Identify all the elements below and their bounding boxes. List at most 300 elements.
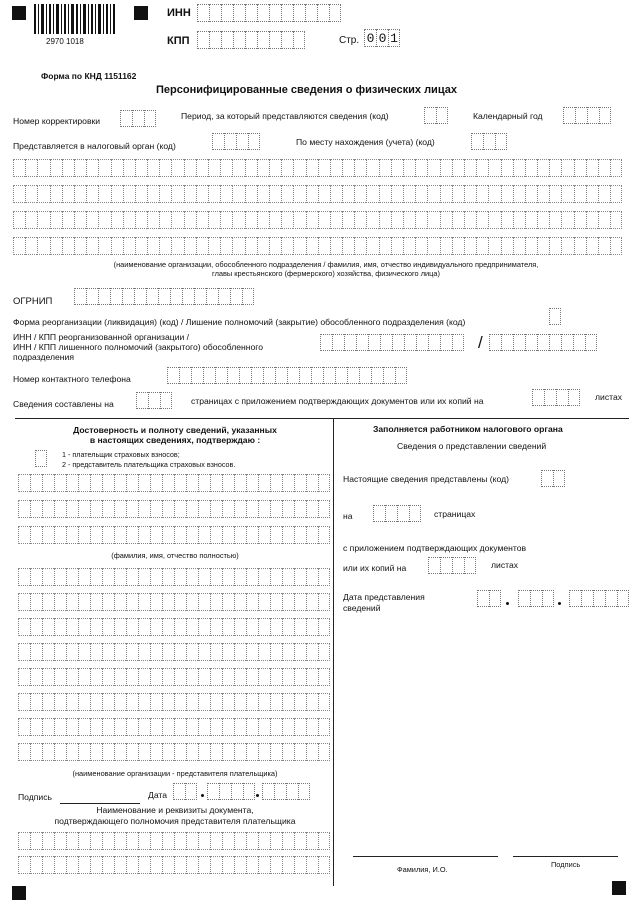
- field-cell: [274, 783, 286, 800]
- grid-cell: [102, 474, 114, 492]
- reorg-inn-field[interactable]: [320, 334, 464, 351]
- date-dot: [201, 794, 204, 797]
- field-cell: [191, 367, 203, 384]
- grid-cell: [18, 643, 30, 661]
- grid-cell: [476, 159, 488, 177]
- grid-cell: [171, 211, 183, 229]
- grid-cell: [513, 237, 525, 255]
- grid-cell: [126, 643, 138, 661]
- grid-cell: [126, 526, 138, 544]
- grid-cell: [174, 832, 186, 850]
- grid-row[interactable]: [13, 159, 622, 177]
- grid-cell: [306, 568, 318, 586]
- grid-cell: [246, 668, 258, 686]
- field-cell: [286, 783, 298, 800]
- grid-cell: [222, 526, 234, 544]
- field-cell: [144, 110, 156, 127]
- grid-row[interactable]: [18, 593, 330, 611]
- corner-marker-bottom-right: [612, 881, 626, 895]
- grid-cell: [30, 643, 42, 661]
- grid-cell: [102, 743, 114, 761]
- grid-cell: [25, 185, 37, 203]
- grid-cell: [281, 211, 293, 229]
- grid-cell: [66, 593, 78, 611]
- grid-cell: [257, 237, 269, 255]
- grid-cell: [342, 237, 354, 255]
- grid-row[interactable]: [18, 718, 330, 736]
- field-cell: [530, 590, 542, 607]
- field-cell: [428, 334, 440, 351]
- field-cell: [207, 783, 219, 800]
- received-pages-field[interactable]: [373, 505, 421, 522]
- grid-cell: [126, 743, 138, 761]
- grid-cell: [293, 211, 305, 229]
- received-date-year[interactable]: [569, 590, 629, 607]
- grid-cell: [210, 618, 222, 636]
- grid-cell: [162, 718, 174, 736]
- grid-cell: [114, 718, 126, 736]
- grid-cell: [245, 185, 257, 203]
- sign-date-month[interactable]: [207, 783, 255, 800]
- grid-row[interactable]: [18, 618, 330, 636]
- grid-cell: [126, 593, 138, 611]
- grid-cell: [98, 237, 110, 255]
- grid-row[interactable]: [18, 832, 330, 850]
- field-cell: [525, 334, 537, 351]
- grid-cell: [258, 500, 270, 518]
- grid-cell: [282, 500, 294, 518]
- kpp-field[interactable]: [197, 31, 305, 49]
- grid-cell: [330, 159, 342, 177]
- grid-cell: [198, 500, 210, 518]
- grid-cell: [208, 159, 220, 177]
- grid-cell: [174, 500, 186, 518]
- grid-cell: [270, 618, 282, 636]
- grid-cell: [220, 185, 232, 203]
- officer-signature-caption: Подпись: [551, 860, 581, 869]
- grid-cell: [162, 526, 174, 544]
- grid-cell: [50, 185, 62, 203]
- grid-cell: [574, 185, 586, 203]
- signature-line[interactable]: [60, 803, 140, 804]
- barcode-number: 2970 1018: [46, 37, 84, 46]
- field-cell: [158, 288, 170, 305]
- grid-cell: [102, 526, 114, 544]
- grid-cell: [488, 211, 500, 229]
- field-cell: [167, 367, 179, 384]
- grid-cell: [90, 618, 102, 636]
- grid-cell: [537, 159, 549, 177]
- grid-cell: [403, 159, 415, 177]
- grid-cell: [102, 718, 114, 736]
- grid-cell: [42, 718, 54, 736]
- grid-cell: [366, 237, 378, 255]
- year-field[interactable]: [563, 107, 611, 124]
- grid-cell: [78, 500, 90, 518]
- grid-cell: [391, 185, 403, 203]
- field-cell: [269, 31, 281, 49]
- grid-cell: [196, 185, 208, 203]
- grid-cell: [42, 693, 54, 711]
- grid-cell: [138, 856, 150, 874]
- grid-cell: [138, 693, 150, 711]
- grid-cell: [102, 618, 114, 636]
- grid-cell: [198, 568, 210, 586]
- grid-cell: [476, 211, 488, 229]
- grid-cell: [537, 211, 549, 229]
- grid-cell: [162, 474, 174, 492]
- field-cell: [299, 367, 311, 384]
- grid-cell: [18, 526, 30, 544]
- grid-cell: [440, 211, 452, 229]
- grid-cell: [246, 743, 258, 761]
- grid-cell: [78, 693, 90, 711]
- grid-cell: [222, 474, 234, 492]
- grid-cell: [66, 856, 78, 874]
- grid-cell: [208, 211, 220, 229]
- grid-cell: [25, 159, 37, 177]
- field-cell: [224, 133, 236, 150]
- grid-cell: [270, 474, 282, 492]
- field-cell: [248, 133, 260, 150]
- grid-cell: [270, 568, 282, 586]
- grid-cell: [282, 618, 294, 636]
- phone-label: Номер контактного телефона: [13, 374, 131, 384]
- field-cell: [483, 133, 495, 150]
- grid-cell: [186, 474, 198, 492]
- officer-signature-line[interactable]: [513, 856, 618, 857]
- grid-cell: [501, 185, 513, 203]
- grid-row[interactable]: [18, 643, 330, 661]
- grid-cell: [30, 856, 42, 874]
- grid-cell: [198, 832, 210, 850]
- grid-cell: [257, 159, 269, 177]
- grid-cell: [18, 743, 30, 761]
- grid-cell: [220, 211, 232, 229]
- grid-cell: [86, 159, 98, 177]
- inn-kpp-reorg-label-3: подразделения: [13, 352, 74, 362]
- grid-cell: [294, 668, 306, 686]
- grid-row[interactable]: [18, 474, 330, 492]
- grid-cell: [294, 474, 306, 492]
- ogrnip-label: ОГРНИП: [13, 296, 53, 307]
- copies-label: или их копий на: [343, 563, 407, 573]
- grid-cell: [150, 856, 162, 874]
- grid-cell: [415, 185, 427, 203]
- grid-cell: [210, 693, 222, 711]
- officer-fio-line[interactable]: [353, 856, 498, 857]
- grid-cell: [610, 211, 622, 229]
- grid-row[interactable]: [18, 693, 330, 711]
- section-divider: [15, 418, 629, 419]
- reorg-code-field[interactable]: [549, 308, 561, 325]
- phone-field[interactable]: [167, 367, 407, 384]
- grid-cell: [150, 668, 162, 686]
- received-date-day[interactable]: [477, 590, 501, 607]
- grid-cell: [245, 237, 257, 255]
- grid-cell: [54, 743, 66, 761]
- grid-cell: [135, 211, 147, 229]
- grid-cell: [318, 211, 330, 229]
- grid-cell: [150, 500, 162, 518]
- grid-cell: [354, 159, 366, 177]
- grid-cell: [574, 159, 586, 177]
- grid-cell: [464, 159, 476, 177]
- grid-cell: [549, 211, 561, 229]
- grid-cell: [257, 185, 269, 203]
- ogrnip-field[interactable]: [74, 288, 254, 305]
- field-cell: [440, 557, 452, 574]
- grid-cell: [18, 668, 30, 686]
- grid-cell: [258, 618, 270, 636]
- grid-cell: [258, 856, 270, 874]
- grid-cell: [18, 500, 30, 518]
- field-cell: [347, 367, 359, 384]
- field-cell: [262, 783, 274, 800]
- grid-cell: [525, 237, 537, 255]
- grid-cell: [126, 618, 138, 636]
- date-dot: [256, 794, 259, 797]
- grid-cell: [54, 832, 66, 850]
- grid-cell: [318, 474, 330, 492]
- corner-marker-top-left: [12, 6, 26, 20]
- grid-cell: [281, 237, 293, 255]
- grid-cell: [174, 856, 186, 874]
- grid-cell: [586, 185, 598, 203]
- field-cell: [581, 590, 593, 607]
- page-number-field[interactable]: [364, 29, 400, 47]
- grid-cell: [126, 856, 138, 874]
- grid-cell: [561, 237, 573, 255]
- field-cell: [513, 334, 525, 351]
- grid-cell: [488, 159, 500, 177]
- grid-cell: [54, 474, 66, 492]
- grid-cell: [186, 593, 198, 611]
- grid-cell: [66, 832, 78, 850]
- field-cell: [371, 367, 383, 384]
- grid-row[interactable]: [13, 237, 622, 255]
- grid-cell: [318, 237, 330, 255]
- grid-cell: [210, 643, 222, 661]
- grid-cell: [306, 856, 318, 874]
- field-cell: [573, 334, 585, 351]
- received-date-month[interactable]: [518, 590, 554, 607]
- field-cell: [221, 4, 233, 22]
- tax-authority-field[interactable]: [212, 133, 260, 150]
- grid-cell: [184, 237, 196, 255]
- correction-field[interactable]: [120, 110, 156, 127]
- grid-cell: [258, 668, 270, 686]
- grid-cell: [246, 593, 258, 611]
- grid-cell: [222, 668, 234, 686]
- grid-cell: [138, 643, 150, 661]
- field-cell: [293, 31, 305, 49]
- grid-cell: [198, 743, 210, 761]
- period-field[interactable]: [424, 107, 448, 124]
- grid-cell: [42, 526, 54, 544]
- inn-label: ИНН: [167, 7, 191, 19]
- field-cell: [542, 590, 554, 607]
- sheets-count-field[interactable]: [532, 389, 580, 406]
- grid-cell: [452, 211, 464, 229]
- date-dot: [506, 602, 509, 605]
- doc-title-line-2: подтверждающего полномочия представителя плательщика: [54, 815, 296, 826]
- pages-count-field[interactable]: [136, 392, 172, 409]
- grid-cell: [162, 668, 174, 686]
- presented-code-field[interactable]: [541, 470, 565, 487]
- grid-cell: [90, 693, 102, 711]
- grid-cell: [114, 593, 126, 611]
- grid-row[interactable]: [18, 743, 330, 761]
- grid-cell: [54, 593, 66, 611]
- field-cell: [335, 367, 347, 384]
- grid-cell: [30, 718, 42, 736]
- grid-cell: [138, 474, 150, 492]
- grid-cell: [98, 159, 110, 177]
- sign-date-year[interactable]: [262, 783, 310, 800]
- grid-cell: [186, 718, 198, 736]
- grid-cell: [50, 159, 62, 177]
- grid-cell: [196, 211, 208, 229]
- grid-cell: [306, 500, 318, 518]
- grid-cell: [13, 237, 25, 255]
- grid-cell: [66, 718, 78, 736]
- received-sheets-field[interactable]: [428, 557, 476, 574]
- inn-kpp-reorg-label-2: ИНН / КПП лишенного полномочий (закрытого) обособленного: [13, 342, 263, 352]
- grid-cell: [54, 718, 66, 736]
- grid-cell: [452, 159, 464, 177]
- page-digit: 1: [388, 29, 400, 47]
- field-cell: [86, 288, 98, 305]
- grid-cell: [234, 500, 246, 518]
- field-cell: [227, 367, 239, 384]
- grid-row[interactable]: [18, 526, 330, 544]
- field-cell: [359, 367, 371, 384]
- field-cell: [501, 334, 513, 351]
- grid-cell: [210, 856, 222, 874]
- grid-cell: [30, 693, 42, 711]
- grid-cell: [18, 832, 30, 850]
- field-cell: [245, 31, 257, 49]
- date-dot: [558, 602, 561, 605]
- grid-cell: [174, 526, 186, 544]
- location-field[interactable]: [471, 133, 507, 150]
- grid-cell: [186, 668, 198, 686]
- grid-cell: [501, 159, 513, 177]
- grid-cell: [282, 593, 294, 611]
- grid-cell: [222, 743, 234, 761]
- grid-cell: [391, 237, 403, 255]
- grid-row[interactable]: [13, 211, 622, 229]
- grid-row[interactable]: [13, 185, 622, 203]
- page-label: Стр.: [339, 35, 360, 46]
- grid-cell: [30, 743, 42, 761]
- grid-cell: [174, 743, 186, 761]
- field-cell: [173, 783, 185, 800]
- field-cell: [320, 334, 332, 351]
- field-cell: [269, 4, 281, 22]
- barcode: [34, 4, 116, 36]
- grid-cell: [13, 185, 25, 203]
- field-cell: [563, 107, 575, 124]
- field-cell: [134, 288, 146, 305]
- grid-cell: [537, 185, 549, 203]
- field-cell: [532, 389, 544, 406]
- grid-cell: [574, 211, 586, 229]
- presented-label: Настоящие сведения представлены (код): [343, 474, 509, 484]
- grid-cell: [379, 185, 391, 203]
- grid-row[interactable]: [18, 856, 330, 874]
- grid-cell: [54, 856, 66, 874]
- period-label: Период, за который представляются сведения (код): [181, 111, 389, 121]
- grid-cell: [270, 832, 282, 850]
- grid-cell: [513, 159, 525, 177]
- grid-cell: [232, 211, 244, 229]
- grid-cell: [66, 500, 78, 518]
- grid-cell: [30, 500, 42, 518]
- grid-cell: [258, 593, 270, 611]
- field-cell: [206, 288, 218, 305]
- grid-cell: [258, 526, 270, 544]
- grid-cell: [138, 500, 150, 518]
- grid-cell: [54, 500, 66, 518]
- grid-cell: [403, 211, 415, 229]
- field-cell: [544, 389, 556, 406]
- grid-row[interactable]: [18, 500, 330, 518]
- grid-cell: [54, 618, 66, 636]
- grid-cell: [294, 693, 306, 711]
- field-cell: [416, 334, 428, 351]
- inn-field[interactable]: [197, 4, 341, 22]
- grid-cell: [306, 832, 318, 850]
- grid-cell: [427, 185, 439, 203]
- grid-cell: [126, 832, 138, 850]
- grid-cell: [234, 693, 246, 711]
- grid-cell: [126, 693, 138, 711]
- grid-cell: [561, 159, 573, 177]
- grid-cell: [270, 668, 282, 686]
- grid-row[interactable]: [18, 668, 330, 686]
- grid-row[interactable]: [18, 568, 330, 586]
- reorg-kpp-field[interactable]: [489, 334, 597, 351]
- grid-cell: [294, 718, 306, 736]
- grid-cell: [42, 643, 54, 661]
- grid-cell: [282, 643, 294, 661]
- field-cell: [243, 783, 255, 800]
- grid-cell: [282, 856, 294, 874]
- grid-cell: [114, 856, 126, 874]
- grid-cell: [342, 211, 354, 229]
- grid-cell: [123, 185, 135, 203]
- grid-cell: [102, 856, 114, 874]
- sign-date-day[interactable]: [173, 783, 197, 800]
- grid-cell: [186, 693, 198, 711]
- grid-cell: [159, 159, 171, 177]
- field-cell: [231, 783, 243, 800]
- grid-cell: [282, 568, 294, 586]
- grid-cell: [50, 211, 62, 229]
- signer-type-field[interactable]: [35, 450, 47, 467]
- page-title: Персонифицированные сведения о физических лицах: [156, 84, 457, 96]
- signature-label: Подпись: [18, 792, 53, 802]
- grid-cell: [403, 185, 415, 203]
- field-cell: [428, 557, 440, 574]
- grid-cell: [306, 693, 318, 711]
- grid-cell: [174, 668, 186, 686]
- grid-cell: [513, 211, 525, 229]
- name-caption-line-2: главы крестьянского (фермерского) хозяйства, физического лица): [212, 268, 440, 278]
- grid-cell: [66, 668, 78, 686]
